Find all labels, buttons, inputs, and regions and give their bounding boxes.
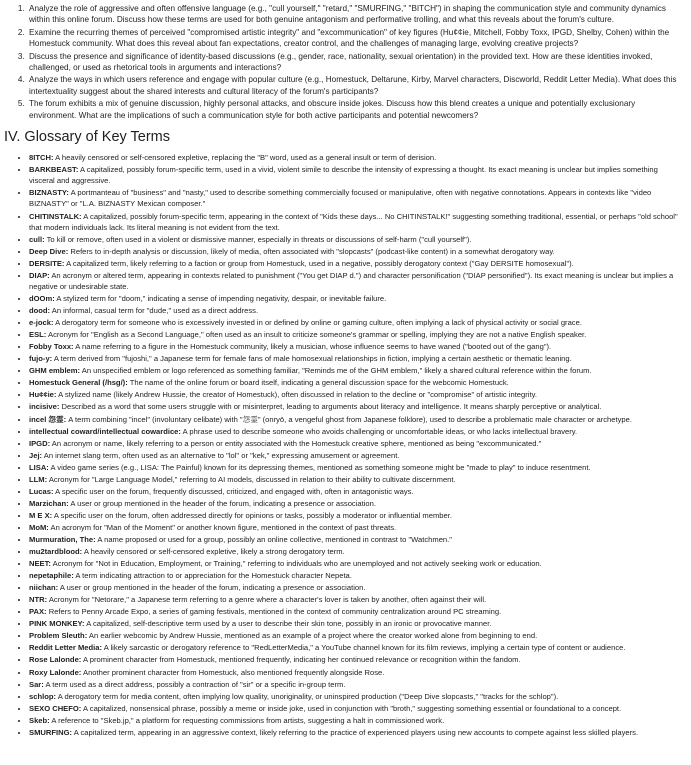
glossary-term: CHITINSTALK: — [29, 211, 82, 221]
glossary-definition: A name referring to a figure in the Homestuck community, likely a musician, whose influence seems to have waned ("booted out of the gang"). — [73, 342, 552, 352]
glossary-definition: A portmanteau of "business" and "nasty," used to describe something commercially focused or manipulative, often with negative connotations. Appears in contexts like "video BIZNASTY" or "L.A. BIZNASTY Mexican composer." — [29, 188, 652, 209]
glossary-definition: An acronym for "Man of the Moment" or another known figure, mentioned in the context of past threats. — [48, 522, 397, 532]
glossary-definition: A phrase used to describe someone who avoids challenging or uncomfortable ideas, or who lacks intellectual bravery. — [180, 426, 578, 436]
glossary-entry — [29, 654, 685, 665]
glossary-definition: A stylized name (likely Andrew Hussie, the creator of Homestuck), often discussed in relation to the decline or "compromise" of artistic integrity. — [56, 390, 537, 400]
glossary-definition: Acronym for "Large Language Model," referring to AI models, discussed in relation to their ability to cultivate discernment. — [47, 474, 456, 484]
glossary-definition: Acronym for "English as a Second Language," often used as an insult to criticize someone's grammar or spelling, implying they are not a native English speaker. — [46, 330, 587, 340]
glossary-entry — [29, 389, 685, 400]
glossary-term: Roxy Lalonde: — [29, 667, 82, 677]
question-item: 1. Analyze the role of aggressive and often offensive language (e.g., "cull yourself," "retard," "SMURFING," "BITCH") in shaping the communication style and community dynamics within this online forum. Discuss how these terms are used for both genuine antagonism and performative trolling, and what this reveals about the forum's culture. — [27, 3, 681, 26]
question-item: 4. Analyze the ways in which users reference and engage with popular culture (e.g., Homestuck, Deltarune, Kirby, Marvel characters, Discworld, Reddit Letter Media). What does this intertextuality suggest about the shared interests and cultural literacy of the forum's participants? — [27, 74, 681, 97]
glossary-entry — [29, 510, 685, 521]
glossary-definition: An acronym or name, likely referring to a person or entity associated with the Homestuck creative sphere, mentioned as being "excommunicated." — [50, 438, 542, 448]
glossary-entry — [29, 450, 685, 461]
glossary-definition: An internet slang term, often used as an alternative to "lol" or "kek," expressing amusement or agreement. — [42, 450, 400, 460]
glossary-term: DERSITE: — [29, 258, 65, 268]
glossary-definition: Refers to in-depth analysis or discussion, likely of media, often associated with "slopcasts" (podcast-like content) in a somewhat derogatory way. — [68, 246, 555, 256]
glossary-entry — [29, 606, 685, 617]
glossary-term: SEXO CHEFO: — [29, 703, 82, 713]
glossary-definition: The name of the online forum or board itself, indicating a general discussion space for the webcomic Homestuck. — [127, 378, 509, 388]
glossary-entry — [29, 353, 685, 364]
glossary-entry — [29, 187, 685, 209]
glossary-entry — [29, 438, 685, 449]
glossary-entry — [29, 152, 685, 163]
glossary-term: Problem Sleuth: — [29, 631, 88, 641]
glossary-term: cull: — [29, 234, 45, 244]
glossary-term: Deep Dive: — [29, 246, 69, 256]
glossary-definition: A term indicating attraction to or appreciation for the Homestuck character Nepeta. — [73, 571, 352, 581]
glossary-entry — [29, 164, 685, 186]
glossary-definition: A user or group mentioned in the header of the forum, indicating a presence or association. — [58, 583, 366, 593]
glossary-term: BARKBEAST: — [29, 165, 79, 175]
glossary-definition: A derogatory term for media content, often implying low quality, unoriginality, or uninspired production ("Deep Dive slopcasts," "tracks for the schlop"). — [56, 691, 559, 701]
glossary-entry — [29, 377, 685, 388]
glossary-term: LLM: — [29, 474, 48, 484]
glossary-definition: A specific user on the forum, often addressed directly for opinions or tasks, possibly a moderator or influential member. — [52, 510, 452, 520]
glossary-term: mu2tardblood: — [29, 547, 83, 557]
glossary-term: GHM emblem: — [29, 366, 81, 376]
glossary-term: incisive: — [29, 402, 60, 412]
glossary-entry — [29, 211, 685, 233]
glossary-term: fujo-y: — [29, 354, 53, 364]
glossary-definition: A capitalized, possibly forum-specific term, used in a vivid, violent simile to describe the intensity of expressing a thought. Its exact meaning is unclear but implies something visceral and aggressive. — [29, 165, 658, 186]
glossary-entry — [29, 630, 685, 641]
glossary-term: intellectual coward/intellectual cowardice: — [29, 426, 181, 436]
glossary-definition: Acronym for "Netorare," a Japanese term referring to a genre where a character's lover is taken by another, often against their will. — [47, 595, 487, 605]
discussion-questions-list — [0, 0, 691, 121]
glossary-term: Marzichan: — [29, 498, 69, 508]
glossary-definition: A heavily censored or self-censored expletive, likely a strong derogatory term. — [82, 547, 345, 557]
glossary-entry — [29, 246, 685, 257]
glossary-term: IPGD: — [29, 438, 51, 448]
glossary-list — [0, 152, 691, 738]
glossary-entry — [29, 570, 685, 581]
glossary-term: PINK MONKEY: — [29, 619, 85, 629]
glossary-term: MoM: — [29, 522, 49, 532]
glossary-definition: A capitalized, self-descriptive term used by a user to describe their skin tone, possibly in an ironic or provocative manner. — [84, 619, 492, 629]
glossary-term: NEET: — [29, 559, 51, 569]
glossary-entry — [29, 270, 685, 292]
glossary-definition: A specific user on the forum, frequently discussed, criticized, and engaged with, often in antagonistic ways. — [53, 486, 414, 496]
glossary-term: LISA: — [29, 462, 49, 472]
glossary-definition: Refers to Penny Arcade Expo, a series of gaming festivals, mentioned in the context of community centralization around PC streaming. — [46, 607, 502, 617]
glossary-definition: A stylized term for "doom," indicating a sense of impending negativity, despair, or inevitable failure. — [54, 294, 387, 304]
glossary-term: Homestuck General (/hsg/): — [29, 378, 128, 388]
glossary-term: incel 怨霊: — [29, 414, 67, 424]
glossary-entry — [29, 679, 685, 690]
glossary-term: PAX: — [29, 607, 47, 617]
glossary-entry — [29, 341, 685, 352]
glossary-entry — [29, 558, 685, 569]
glossary-definition: A prominent character from Homestuck, mentioned frequently, indicating her continued relevance or recognition within the fandom. — [81, 655, 521, 665]
glossary-definition: A heavily censored or self-censored expletive, replacing the "B" word, used as a general insult or term of derision. — [53, 153, 437, 163]
glossary-term: nepetaphile: — [29, 571, 74, 581]
glossary-definition: A term used as a direct address, possibly a contraction of "sir" or a specific in-group term. — [43, 679, 346, 689]
glossary-term: Hu¢¢ie: — [29, 390, 57, 400]
glossary-definition: An earlier webcomic by Andrew Hussie, mentioned as an example of a project where the creator worked alone from beginning to end. — [87, 631, 538, 641]
glossary-entry — [29, 462, 685, 473]
glossary-entry — [29, 305, 685, 316]
glossary-definition: An informal, casual term for "dude," used as a direct address. — [50, 306, 259, 316]
glossary-entry — [29, 293, 685, 304]
glossary-entry — [29, 426, 685, 437]
glossary-definition: To kill or remove, often used in a violent or dismissive manner, especially in threats or discussions of self-harm ("cull yourself"). — [44, 234, 472, 244]
glossary-entry — [29, 582, 685, 593]
glossary-entry — [29, 317, 685, 328]
glossary-term: Rose Lalonde: — [29, 655, 82, 665]
glossary-definition: A derogatory term for someone who is excessively invested in or defined by online or gaming culture, often implying a lack of physical activity or social grace. — [53, 318, 582, 328]
glossary-term: BIZNASTY: — [29, 188, 69, 198]
glossary-entry — [29, 401, 685, 412]
glossary-term: dOOm: — [29, 294, 55, 304]
glossary-entry — [29, 329, 685, 340]
glossary-term: e-jock: — [29, 318, 54, 328]
glossary-term: Lucas: — [29, 486, 54, 496]
glossary-entry — [29, 498, 685, 509]
question-item: 2. Examine the recurring themes of perceived "compromised artistic integrity" and "excommunication" of key figures (Hu¢¢ie, Mitchell, Fobby Toxx, IPGD, Shelby, Cohen) within the Homestuck community. What does this reveal about fan expectations, creator control, and the challenges of managing large, evolving creative projects? — [27, 27, 681, 50]
glossary-definition: A capitalized, possibly forum-specific term, appearing in the context of "Kids these days... No CHITINSTALK!" suggesting something traditional, essential, or perhaps "old school" that modern individuals lack. Its literal meaning is not evident from the text. — [29, 211, 678, 232]
glossary-entry — [29, 703, 685, 714]
glossary-term: 8ITCH: — [29, 153, 54, 163]
glossary-term: Skeb: — [29, 715, 50, 725]
glossary-term: schlop: — [29, 691, 57, 701]
glossary-entry — [29, 715, 685, 726]
question-item: 5. The forum exhibits a mix of genuine discussion, highly personal attacks, and obscure inside jokes. Discuss how this blend creates a unique and potentially exclusionary environment. What are the implications of such a communication style for both active participants and potential newcomers? — [27, 98, 681, 121]
glossary-heading: IV. Glossary of Key Terms — [4, 129, 171, 146]
glossary-definition: A term combining "incel" (involuntary celibate) with "怨霊" (onryō, a vengeful ghost from Japanese folklore), used to describe a problematic male character or archetype. — [66, 414, 632, 424]
glossary-entry — [29, 486, 685, 497]
glossary-term: Sar: — [29, 679, 44, 689]
glossary-entry — [29, 534, 685, 545]
glossary-entry — [29, 727, 685, 738]
glossary-definition: A user or group mentioned in the header of the forum, indicating a presence or association. — [68, 498, 376, 508]
glossary-term: DIAP: — [29, 270, 50, 280]
glossary-term: Jej: — [29, 450, 43, 460]
glossary-definition: An acronym or altered term, appearing in contexts related to punishment ("You get DIAP d.") and character personification ("DIAP personified"). Its exact meaning is unclear but implies a negative or undesirable state. — [29, 270, 674, 292]
glossary-term: dood: — [29, 306, 51, 316]
glossary-term: M E X: — [29, 510, 53, 520]
glossary-definition: Acronym for "Not in Education, Employment, or Training," referring to individuals who are unemployed and not actively seeking work or education. — [50, 559, 542, 569]
glossary-term: Reddit Letter Media: — [29, 643, 102, 653]
glossary-term: Fobby Toxx: — [29, 342, 74, 352]
glossary-entry — [29, 667, 685, 678]
question-item: 3. Discuss the presence and significance of identity-based discussions (e.g., gender, race, nationality, sexual orientation) in the provided text. How are these identities invoked, challenged, or used as rhetorical tools in arguments and interactions? — [27, 51, 681, 74]
glossary-definition: An unspecified emblem or logo referenced as something familiar, "Reminds me of the GHM emblem," likely a shared cultural reference within the forum. — [80, 366, 592, 376]
glossary-term: NTR: — [29, 595, 48, 605]
glossary-definition: Another prominent character from Homestuck, also mentioned frequently alongside Rose. — [81, 667, 385, 677]
glossary-entry — [29, 258, 685, 269]
glossary-definition: A term derived from "fujoshi," a Japanese term for female fans of male homosexual relationships in fiction, implying a certain aesthetic or thematic leaning. — [52, 354, 572, 364]
glossary-entry — [29, 594, 685, 605]
glossary-definition: A reference to "Skeb.jp," a platform for requesting commissions from artists, suggesting a halt in commissioned work. — [49, 715, 445, 725]
glossary-definition: Described as a word that some users struggle with or misinterpret, leading to arguments about literacy and intelligence. It means sharply perceptive or analytical. — [59, 402, 602, 412]
glossary-entry — [29, 234, 685, 245]
glossary-entry — [29, 474, 685, 485]
glossary-definition: A likely sarcastic or derogatory reference to "RedLetterMedia," a YouTube channel known for its film reviews, implying a certain type of content or audience. — [102, 643, 626, 653]
glossary-definition: A capitalized term, likely referring to a faction or group from Homestuck, used in a negative, possibly derogatory context ("Gay DERSITE homosexual"). — [64, 258, 574, 268]
glossary-entry — [29, 546, 685, 557]
glossary-definition: A capitalized, nonsensical phrase, possibly a meme or inside joke, used in conjunction with "broth," suggesting something essential or foundational to a concept. — [81, 703, 622, 713]
glossary-definition: A capitalized term, appearing in an aggressive context, likely referring to the practice of experienced players using new accounts to compete against less skilled players. — [72, 727, 639, 737]
glossary-term: Murmuration, The: — [29, 535, 96, 544]
glossary-term: SMURFING: — [29, 727, 73, 737]
glossary-entry — [29, 365, 685, 376]
glossary-definition: A name proposed or used for a group, possibly an online collective, mentioned in contrast to "Watchmen." — [95, 535, 452, 544]
glossary-entry — [29, 618, 685, 629]
glossary-entry — [29, 691, 685, 702]
glossary-entry — [29, 642, 685, 653]
glossary-definition: A video game series (e.g., LISA: The Painful) known for its depressing themes, mentioned as something someone might be "made to play" to induce resentment. — [48, 462, 591, 472]
glossary-entry — [29, 522, 685, 533]
glossary-term: niichan: — [29, 583, 59, 593]
glossary-entry — [29, 414, 685, 425]
glossary-term: ESL: — [29, 330, 47, 340]
